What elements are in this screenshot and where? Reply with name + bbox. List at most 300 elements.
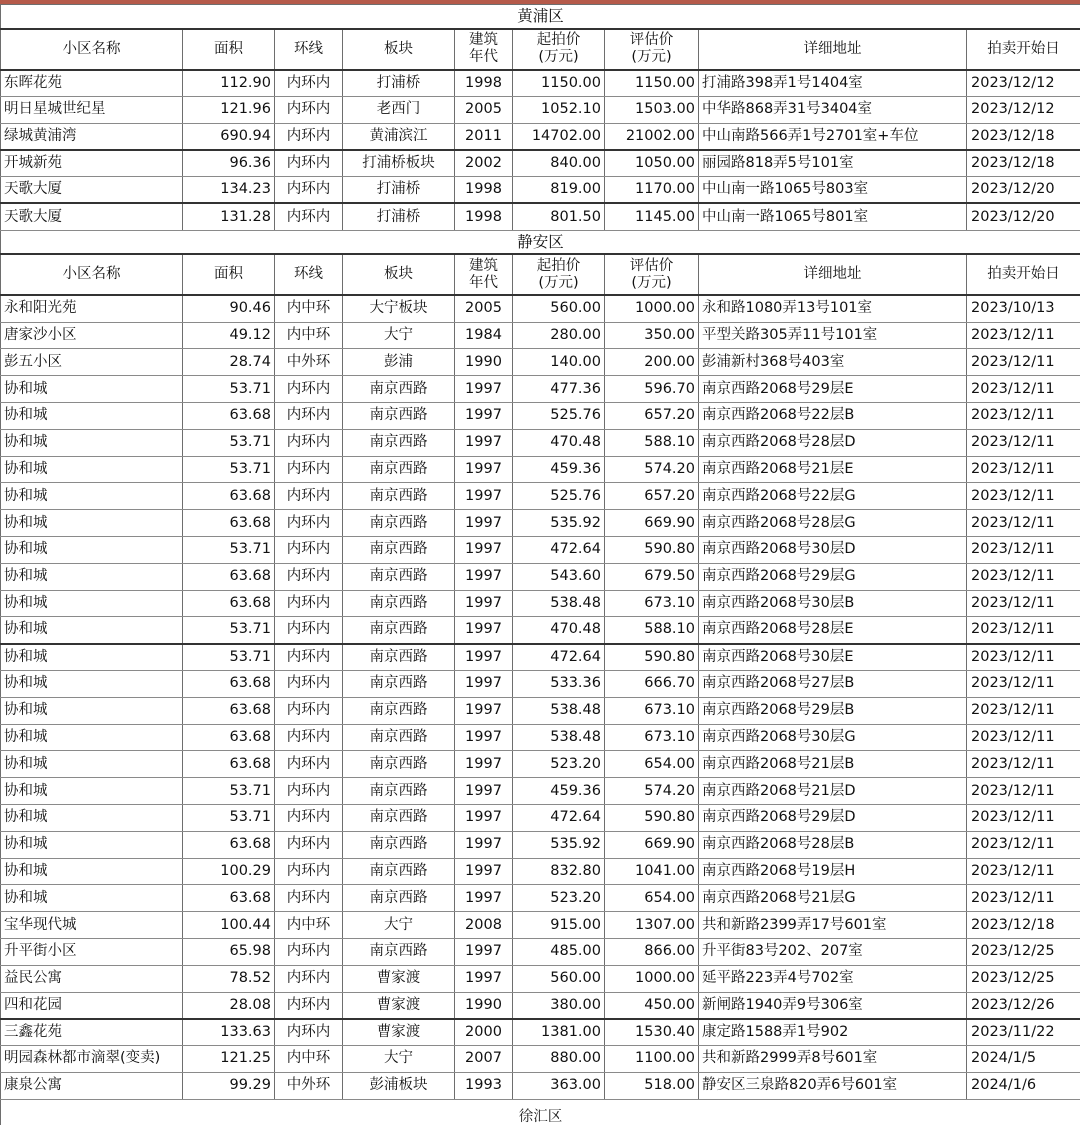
cell-appraised-price: 657.20	[605, 483, 699, 510]
cell-community-name: 协和城	[1, 778, 183, 805]
cell-community-name: 永和阳光苑	[1, 295, 183, 322]
cell-build-year: 1997	[455, 858, 513, 885]
cell-auction-date: 2023/12/11	[967, 590, 1080, 617]
cell-appraised-price: 1100.00	[605, 1046, 699, 1073]
cell-sub-area: 南京西路	[343, 938, 455, 965]
header-row	[1, 254, 1080, 295]
cell-ring-road: 内环内	[275, 965, 343, 992]
cell-community-name: 绿城黄浦湾	[1, 123, 183, 150]
cell-starting-price: 915.00	[513, 912, 605, 939]
cell-community-name: 协和城	[1, 563, 183, 590]
cell-build-year: 1997	[455, 885, 513, 912]
cell-auction-date: 2023/12/12	[967, 70, 1080, 97]
cell-area: 53.71	[183, 456, 275, 483]
cell-address: 升平街83号202、207室	[699, 938, 967, 965]
cell-address: 共和新路2399弄17号601室	[699, 912, 967, 939]
cell-appraised-price: 1503.00	[605, 96, 699, 123]
cell-appraised-price: 1307.00	[605, 912, 699, 939]
cell-community-name: 协和城	[1, 510, 183, 537]
cell-appraised-price: 588.10	[605, 429, 699, 456]
cell-appraised-price: 1170.00	[605, 177, 699, 204]
header-area: 面积	[183, 254, 275, 295]
cell-community-name: 三鑫花苑	[1, 1019, 183, 1046]
cell-build-year: 1990	[455, 349, 513, 376]
cell-auction-date: 2023/12/11	[967, 402, 1080, 429]
cell-starting-price: 14702.00	[513, 123, 605, 150]
cell-community-name: 协和城	[1, 536, 183, 563]
cell-area: 100.29	[183, 858, 275, 885]
cell-ring-road: 内环内	[275, 510, 343, 537]
cell-auction-date: 2023/11/22	[967, 1019, 1080, 1046]
cell-build-year: 1997	[455, 456, 513, 483]
cell-sub-area: 黄浦滨江	[343, 123, 455, 150]
cell-address: 南京西路2068号29层D	[699, 804, 967, 831]
auction-table	[0, 4, 1080, 1125]
cell-ring-road: 内环内	[275, 483, 343, 510]
cell-area: 63.68	[183, 751, 275, 778]
cell-address: 中山南一路1065号801室	[699, 203, 967, 230]
cell-address: 共和新路2999弄8号601室	[699, 1046, 967, 1073]
cell-area: 112.90	[183, 70, 275, 97]
cell-community-name: 东晖花苑	[1, 70, 183, 97]
cell-auction-date: 2023/12/11	[967, 510, 1080, 537]
cell-area: 63.68	[183, 510, 275, 537]
table-row	[1, 831, 1080, 858]
cell-build-year: 1998	[455, 177, 513, 204]
cell-area: 53.71	[183, 429, 275, 456]
cell-address: 丽园路818弄5号101室	[699, 150, 967, 177]
cell-community-name: 协和城	[1, 456, 183, 483]
cell-appraised-price: 673.10	[605, 697, 699, 724]
cell-sub-area: 南京西路	[343, 456, 455, 483]
table-row	[1, 203, 1080, 230]
cell-address: 中华路868弄31号3404室	[699, 96, 967, 123]
cell-starting-price: 470.48	[513, 429, 605, 456]
cell-auction-date: 2023/12/11	[967, 536, 1080, 563]
table-row	[1, 724, 1080, 751]
table-row	[1, 858, 1080, 885]
cell-appraised-price: 1000.00	[605, 295, 699, 322]
cell-starting-price: 525.76	[513, 402, 605, 429]
cell-ring-road: 内中环	[275, 912, 343, 939]
header-ring-road: 环线	[275, 254, 343, 295]
cell-appraised-price: 866.00	[605, 938, 699, 965]
cell-appraised-price: 1050.00	[605, 150, 699, 177]
cell-community-name: 唐家沙小区	[1, 322, 183, 349]
cell-sub-area: 曹家渡	[343, 1019, 455, 1046]
cell-build-year: 1997	[455, 965, 513, 992]
cell-sub-area: 曹家渡	[343, 992, 455, 1019]
cell-starting-price: 1150.00	[513, 70, 605, 97]
cell-community-name: 协和城	[1, 402, 183, 429]
cell-build-year: 1997	[455, 804, 513, 831]
cell-address: 南京西路2068号27层B	[699, 670, 967, 697]
header-build-year: 建筑 年代	[455, 254, 513, 295]
table-row	[1, 751, 1080, 778]
cell-area: 134.23	[183, 177, 275, 204]
cell-address: 中山南路566弄1号2701室+车位	[699, 123, 967, 150]
cell-area: 53.71	[183, 778, 275, 805]
cell-area: 53.71	[183, 376, 275, 403]
header-address: 详细地址	[699, 254, 967, 295]
cell-starting-price: 485.00	[513, 938, 605, 965]
table-row	[1, 123, 1080, 150]
cell-ring-road: 内环内	[275, 429, 343, 456]
cell-ring-road: 内环内	[275, 804, 343, 831]
cell-build-year: 2005	[455, 295, 513, 322]
cell-auction-date: 2023/12/18	[967, 912, 1080, 939]
cell-address: 永和路1080弄13号101室	[699, 295, 967, 322]
cell-starting-price: 801.50	[513, 203, 605, 230]
cell-starting-price: 459.36	[513, 456, 605, 483]
header-area: 面积	[183, 29, 275, 70]
cell-ring-road: 中外环	[275, 1072, 343, 1099]
cell-build-year: 1997	[455, 644, 513, 671]
cell-build-year: 1997	[455, 429, 513, 456]
cell-area: 78.52	[183, 965, 275, 992]
cell-auction-date: 2023/12/11	[967, 376, 1080, 403]
cell-ring-road: 内环内	[275, 536, 343, 563]
cell-starting-price: 819.00	[513, 177, 605, 204]
cell-area: 28.08	[183, 992, 275, 1019]
cell-build-year: 1997	[455, 778, 513, 805]
cell-ring-road: 内环内	[275, 177, 343, 204]
cell-starting-price: 535.92	[513, 510, 605, 537]
cell-address: 南京西路2068号30层E	[699, 644, 967, 671]
cell-starting-price: 525.76	[513, 483, 605, 510]
cell-community-name: 升平街小区	[1, 938, 183, 965]
cell-starting-price: 560.00	[513, 965, 605, 992]
cell-auction-date: 2023/12/11	[967, 858, 1080, 885]
header-appraised-price: 评估价 (万元)	[605, 254, 699, 295]
cell-area: 100.44	[183, 912, 275, 939]
header-sub-area: 板块	[343, 254, 455, 295]
cell-address: 南京西路2068号29层B	[699, 697, 967, 724]
cell-starting-price: 477.36	[513, 376, 605, 403]
next-district-title: 徐汇区	[1, 1099, 1080, 1125]
cell-community-name: 协和城	[1, 804, 183, 831]
cell-build-year: 1984	[455, 322, 513, 349]
cell-address: 中山南一路1065号803室	[699, 177, 967, 204]
cell-sub-area: 南京西路	[343, 751, 455, 778]
cell-area: 53.71	[183, 644, 275, 671]
cell-build-year: 1997	[455, 697, 513, 724]
table-row	[1, 992, 1080, 1019]
cell-auction-date: 2023/12/11	[967, 349, 1080, 376]
cell-auction-date: 2023/12/11	[967, 831, 1080, 858]
cell-sub-area: 大宁板块	[343, 295, 455, 322]
header-sub-area: 板块	[343, 29, 455, 70]
cell-sub-area: 大宁	[343, 322, 455, 349]
cell-starting-price: 472.64	[513, 804, 605, 831]
cell-address: 南京西路2068号22层G	[699, 483, 967, 510]
cell-ring-road: 内环内	[275, 563, 343, 590]
cell-starting-price: 459.36	[513, 778, 605, 805]
cell-starting-price: 538.48	[513, 590, 605, 617]
cell-starting-price: 535.92	[513, 831, 605, 858]
cell-auction-date: 2023/12/11	[967, 429, 1080, 456]
header-ring-road: 环线	[275, 29, 343, 70]
cell-ring-road: 内中环	[275, 1046, 343, 1073]
header-build-year: 建筑 年代	[455, 29, 513, 70]
cell-sub-area: 南京西路	[343, 376, 455, 403]
cell-auction-date: 2023/12/20	[967, 203, 1080, 230]
cell-area: 121.25	[183, 1046, 275, 1073]
cell-sub-area: 南京西路	[343, 644, 455, 671]
cell-address: 南京西路2068号30层D	[699, 536, 967, 563]
table-row	[1, 1072, 1080, 1099]
cell-ring-road: 内环内	[275, 697, 343, 724]
table-row	[1, 70, 1080, 97]
cell-address: 南京西路2068号28层E	[699, 617, 967, 644]
table-row	[1, 912, 1080, 939]
cell-auction-date: 2023/12/25	[967, 938, 1080, 965]
table-row	[1, 938, 1080, 965]
cell-community-name: 彭五小区	[1, 349, 183, 376]
cell-area: 96.36	[183, 150, 275, 177]
cell-ring-road: 内环内	[275, 150, 343, 177]
cell-appraised-price: 596.70	[605, 376, 699, 403]
cell-starting-price: 280.00	[513, 322, 605, 349]
cell-area: 28.74	[183, 349, 275, 376]
cell-appraised-price: 654.00	[605, 885, 699, 912]
cell-sub-area: 南京西路	[343, 670, 455, 697]
cell-area: 63.68	[183, 483, 275, 510]
cell-appraised-price: 657.20	[605, 402, 699, 429]
cell-ring-road: 内环内	[275, 590, 343, 617]
cell-community-name: 协和城	[1, 858, 183, 885]
cell-sub-area: 大宁	[343, 1046, 455, 1073]
cell-appraised-price: 590.80	[605, 536, 699, 563]
cell-build-year: 1997	[455, 510, 513, 537]
cell-ring-road: 内环内	[275, 751, 343, 778]
cell-community-name: 协和城	[1, 376, 183, 403]
cell-ring-road: 内环内	[275, 123, 343, 150]
cell-appraised-price: 669.90	[605, 831, 699, 858]
cell-community-name: 协和城	[1, 831, 183, 858]
cell-appraised-price: 518.00	[605, 1072, 699, 1099]
cell-starting-price: 543.60	[513, 563, 605, 590]
cell-auction-date: 2023/12/11	[967, 751, 1080, 778]
cell-ring-road: 内环内	[275, 992, 343, 1019]
cell-auction-date: 2023/12/11	[967, 724, 1080, 751]
table-row	[1, 563, 1080, 590]
cell-auction-date: 2023/10/13	[967, 295, 1080, 322]
cell-address: 彭浦新村368号403室	[699, 349, 967, 376]
cell-community-name: 协和城	[1, 697, 183, 724]
cell-community-name: 协和城	[1, 670, 183, 697]
cell-sub-area: 打浦桥板块	[343, 150, 455, 177]
cell-sub-area: 老西门	[343, 96, 455, 123]
cell-community-name: 四和花园	[1, 992, 183, 1019]
cell-ring-road: 内环内	[275, 778, 343, 805]
cell-appraised-price: 21002.00	[605, 123, 699, 150]
district-title: 静安区	[1, 230, 1080, 254]
cell-auction-date: 2023/12/25	[967, 965, 1080, 992]
cell-area: 63.68	[183, 697, 275, 724]
table-row	[1, 510, 1080, 537]
cell-build-year: 2002	[455, 150, 513, 177]
cell-sub-area: 南京西路	[343, 858, 455, 885]
cell-sub-area: 彭浦	[343, 349, 455, 376]
table-row	[1, 295, 1080, 322]
cell-ring-road: 内环内	[275, 885, 343, 912]
cell-community-name: 宝华现代城	[1, 912, 183, 939]
cell-community-name: 协和城	[1, 590, 183, 617]
next-district-row	[1, 1099, 1080, 1125]
cell-area: 63.68	[183, 670, 275, 697]
cell-starting-price: 538.48	[513, 697, 605, 724]
header-community-name: 小区名称	[1, 254, 183, 295]
cell-ring-road: 内环内	[275, 376, 343, 403]
cell-address: 南京西路2068号29层E	[699, 376, 967, 403]
cell-ring-road: 内环内	[275, 644, 343, 671]
cell-ring-road: 内环内	[275, 456, 343, 483]
cell-build-year: 1998	[455, 203, 513, 230]
cell-sub-area: 南京西路	[343, 831, 455, 858]
cell-community-name: 协和城	[1, 644, 183, 671]
table-row	[1, 965, 1080, 992]
cell-appraised-price: 574.20	[605, 456, 699, 483]
cell-sub-area: 南京西路	[343, 483, 455, 510]
cell-appraised-price: 590.80	[605, 644, 699, 671]
cell-appraised-price: 1000.00	[605, 965, 699, 992]
cell-starting-price: 140.00	[513, 349, 605, 376]
cell-starting-price: 1381.00	[513, 1019, 605, 1046]
cell-sub-area: 曹家渡	[343, 965, 455, 992]
cell-appraised-price: 574.20	[605, 778, 699, 805]
district-row	[1, 5, 1080, 29]
cell-auction-date: 2023/12/11	[967, 617, 1080, 644]
header-row	[1, 29, 1080, 70]
cell-area: 63.68	[183, 563, 275, 590]
table-row	[1, 617, 1080, 644]
cell-sub-area: 南京西路	[343, 778, 455, 805]
cell-auction-date: 2023/12/11	[967, 804, 1080, 831]
cell-auction-date: 2024/1/6	[967, 1072, 1080, 1099]
cell-community-name: 协和城	[1, 751, 183, 778]
cell-starting-price: 470.48	[513, 617, 605, 644]
cell-area: 63.68	[183, 402, 275, 429]
cell-address: 南京西路2068号21层D	[699, 778, 967, 805]
cell-build-year: 1997	[455, 483, 513, 510]
cell-build-year: 1997	[455, 563, 513, 590]
cell-starting-price: 880.00	[513, 1046, 605, 1073]
cell-appraised-price: 1530.40	[605, 1019, 699, 1046]
cell-sub-area: 彭浦板块	[343, 1072, 455, 1099]
cell-ring-road: 内环内	[275, 670, 343, 697]
cell-community-name: 协和城	[1, 483, 183, 510]
header-auction-date: 拍卖开始日	[967, 29, 1080, 70]
cell-build-year: 2011	[455, 123, 513, 150]
cell-appraised-price: 669.90	[605, 510, 699, 537]
cell-auction-date: 2023/12/11	[967, 483, 1080, 510]
table-row	[1, 536, 1080, 563]
cell-address: 南京西路2068号21层B	[699, 751, 967, 778]
cell-appraised-price: 350.00	[605, 322, 699, 349]
header-starting-price: 起拍价 (万元)	[513, 29, 605, 70]
cell-community-name: 协和城	[1, 617, 183, 644]
cell-area: 53.71	[183, 804, 275, 831]
cell-sub-area: 南京西路	[343, 697, 455, 724]
cell-build-year: 1990	[455, 992, 513, 1019]
cell-sub-area: 南京西路	[343, 724, 455, 751]
cell-starting-price: 472.64	[513, 536, 605, 563]
cell-appraised-price: 200.00	[605, 349, 699, 376]
cell-auction-date: 2023/12/11	[967, 456, 1080, 483]
cell-address: 打浦路398弄1号1404室	[699, 70, 967, 97]
cell-community-name: 康泉公寓	[1, 1072, 183, 1099]
cell-area: 65.98	[183, 938, 275, 965]
cell-area: 53.71	[183, 536, 275, 563]
cell-appraised-price: 679.50	[605, 563, 699, 590]
cell-sub-area: 南京西路	[343, 804, 455, 831]
cell-auction-date: 2023/12/11	[967, 778, 1080, 805]
cell-build-year: 1997	[455, 376, 513, 403]
cell-ring-road: 内环内	[275, 70, 343, 97]
cell-sub-area: 南京西路	[343, 429, 455, 456]
cell-ring-road: 内环内	[275, 938, 343, 965]
cell-auction-date: 2023/12/18	[967, 150, 1080, 177]
cell-community-name: 天歌大厦	[1, 203, 183, 230]
table-row	[1, 150, 1080, 177]
cell-ring-road: 内中环	[275, 295, 343, 322]
cell-sub-area: 大宁	[343, 912, 455, 939]
table-row	[1, 483, 1080, 510]
cell-sub-area: 打浦桥	[343, 203, 455, 230]
cell-build-year: 1997	[455, 670, 513, 697]
cell-area: 99.29	[183, 1072, 275, 1099]
header-community-name: 小区名称	[1, 29, 183, 70]
cell-build-year: 1997	[455, 831, 513, 858]
cell-starting-price: 380.00	[513, 992, 605, 1019]
cell-sub-area: 打浦桥	[343, 70, 455, 97]
cell-build-year: 1998	[455, 70, 513, 97]
cell-auction-date: 2023/12/26	[967, 992, 1080, 1019]
header-address: 详细地址	[699, 29, 967, 70]
cell-auction-date: 2023/12/11	[967, 644, 1080, 671]
cell-starting-price: 560.00	[513, 295, 605, 322]
cell-community-name: 协和城	[1, 429, 183, 456]
cell-area: 63.68	[183, 724, 275, 751]
cell-address: 南京西路2068号21层G	[699, 885, 967, 912]
table-row	[1, 644, 1080, 671]
cell-area: 49.12	[183, 322, 275, 349]
cell-appraised-price: 1150.00	[605, 70, 699, 97]
cell-build-year: 1997	[455, 590, 513, 617]
cell-appraised-price: 673.10	[605, 590, 699, 617]
cell-area: 90.46	[183, 295, 275, 322]
table-row	[1, 456, 1080, 483]
cell-ring-road: 中外环	[275, 349, 343, 376]
header-auction-date: 拍卖开始日	[967, 254, 1080, 295]
cell-area: 121.96	[183, 96, 275, 123]
cell-sub-area: 南京西路	[343, 590, 455, 617]
cell-address: 南京西路2068号28层G	[699, 510, 967, 537]
cell-area: 131.28	[183, 203, 275, 230]
cell-ring-road: 内环内	[275, 1019, 343, 1046]
cell-appraised-price: 588.10	[605, 617, 699, 644]
header-appraised-price: 评估价 (万元)	[605, 29, 699, 70]
table-row	[1, 177, 1080, 204]
cell-ring-road: 内环内	[275, 858, 343, 885]
table-row	[1, 349, 1080, 376]
cell-address: 新闸路1940弄9号306室	[699, 992, 967, 1019]
cell-community-name: 明日星城世纪星	[1, 96, 183, 123]
cell-area: 63.68	[183, 590, 275, 617]
cell-address: 南京西路2068号29层G	[699, 563, 967, 590]
cell-address: 静安区三泉路820弄6号601室	[699, 1072, 967, 1099]
